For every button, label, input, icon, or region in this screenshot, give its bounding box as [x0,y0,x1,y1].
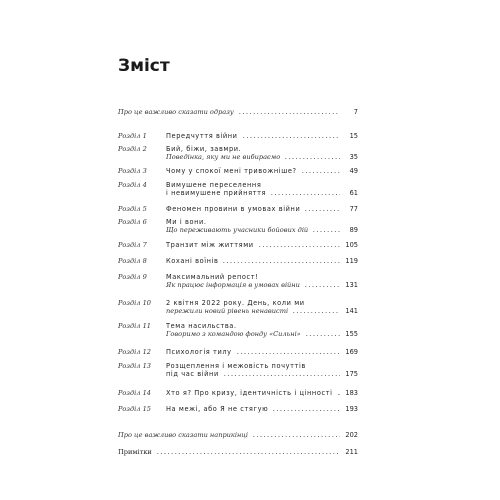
dot-leader [270,194,340,195]
toc-entry [118,322,358,338]
chapter-label: Розділ 6 [118,218,147,226]
entry-title-line: Феномен провини в умовах війни [166,205,301,213]
page-number: 193 [345,405,358,413]
page-number: 202 [345,431,358,439]
entry-title-line: Психологія тилу [166,348,232,356]
chapter-label: Розділ 9 [118,273,147,281]
entry-title-line: Бий, біжи, завмри. [166,145,242,153]
chapter-label: Розділ 3 [118,167,147,175]
page-number: 61 [349,189,358,198]
dot-leader [238,113,340,114]
entry-title-line: Поведінка, яку ми не вибираємо [166,153,281,162]
page-number: 105 [345,241,358,249]
dot-leader [156,453,340,454]
chapter-label: Розділ 8 [118,257,147,265]
toc-entry [118,299,358,315]
chapter-label: Розділ 2 [118,145,147,153]
entry-title-line: Чому у спокої мені тривожніше? [166,167,297,175]
entry-title-line: Говоримо з командою фонду «Сильні» [166,330,301,339]
dot-leader [312,231,340,232]
entry-title-line: Про це важливо сказати одразу [118,108,234,116]
chapter-label: Розділ 14 [118,389,151,397]
page-number: 49 [349,167,358,175]
toc-entry [118,181,358,197]
toc-entry [118,241,358,249]
entry-title-line: Примітки [118,448,152,456]
dot-leader [222,262,340,263]
page-number: 7 [353,108,358,116]
dot-leader [258,246,340,247]
dot-leader [223,375,340,376]
dot-leader [284,158,340,159]
dot-leader [252,436,340,437]
dot-leader [301,172,340,173]
page-number: 119 [345,257,358,265]
entry-title-line: Максимальний репост! [166,273,259,281]
page-number: 89 [349,226,358,235]
page-number: 155 [345,330,358,339]
toc-entry [118,389,358,397]
page-number: 175 [345,370,358,379]
entry-title-line: під час війни [166,370,219,379]
toc-entry [118,405,358,413]
page-number: 77 [349,205,358,213]
dot-leader [236,353,340,354]
dot-leader [272,410,340,411]
toc-entry [118,132,358,140]
dot-leader [337,394,340,395]
page-number: 141 [345,307,358,316]
toc-entry [118,273,358,289]
entry-title-line: Як працює інформація в умовах війни [166,281,300,290]
page-number: 15 [349,132,358,140]
toc-entry [118,108,358,116]
chapter-label: Розділ 11 [118,322,151,330]
entry-title-line: Розщеплення і межовість почуттів [166,362,306,370]
chapter-label: Розділ 7 [118,241,147,249]
page-number: 131 [345,281,358,290]
chapter-label: Розділ 4 [118,181,147,189]
chapter-label: Розділ 10 [118,299,151,307]
entry-title-line: На межі, або Я не стягую [166,405,269,413]
entry-title-line: Вимушене переселення [166,181,262,189]
entry-title-line: Ми і вони. [166,218,207,226]
chapter-label: Розділ 13 [118,362,151,370]
entry-title-line: Що переживають учасники бойових дій [166,226,309,235]
chapter-label: Розділ 5 [118,205,147,213]
chapter-label: Розділ 1 [118,132,147,140]
page-number: 183 [345,389,358,397]
toc-entry [118,205,358,213]
page-title: Зміст [118,56,170,76]
page-number: 35 [349,153,358,162]
chapter-label: Розділ 12 [118,348,151,356]
dot-leader [292,312,340,313]
dot-leader [304,286,340,287]
entry-title-line: Тема насильства. [166,322,237,330]
page-number: 211 [345,448,358,456]
dot-leader [304,210,340,211]
toc-entry [118,167,358,175]
toc-entry [118,348,358,356]
entry-title-line: пережили новий рівень ненависті [166,307,289,316]
entry-title-line: 2 квітня 2022 року. День, коли ми [166,299,305,307]
dot-leader [305,335,340,336]
toc-entry [118,145,358,161]
page-number: 169 [345,348,358,356]
toc-entry [118,448,358,456]
toc-entry [118,257,358,265]
entry-title-line: Передчуття війни [166,132,238,140]
dot-leader [242,137,340,138]
entry-title-line: Транзит між життями [166,241,254,249]
toc-entry [118,431,358,439]
entry-title-line: Хто я? Про кризу, ідентичність і цінності [166,389,333,397]
entry-title-line: Кохані воїнів [166,257,219,265]
toc-entry [118,362,358,378]
entry-title-line: Про це важливо сказати наприкінці [118,431,249,439]
chapter-label: Розділ 15 [118,405,151,413]
entry-title-line: і невимушене прийняття [166,189,267,198]
toc-entry [118,218,358,234]
